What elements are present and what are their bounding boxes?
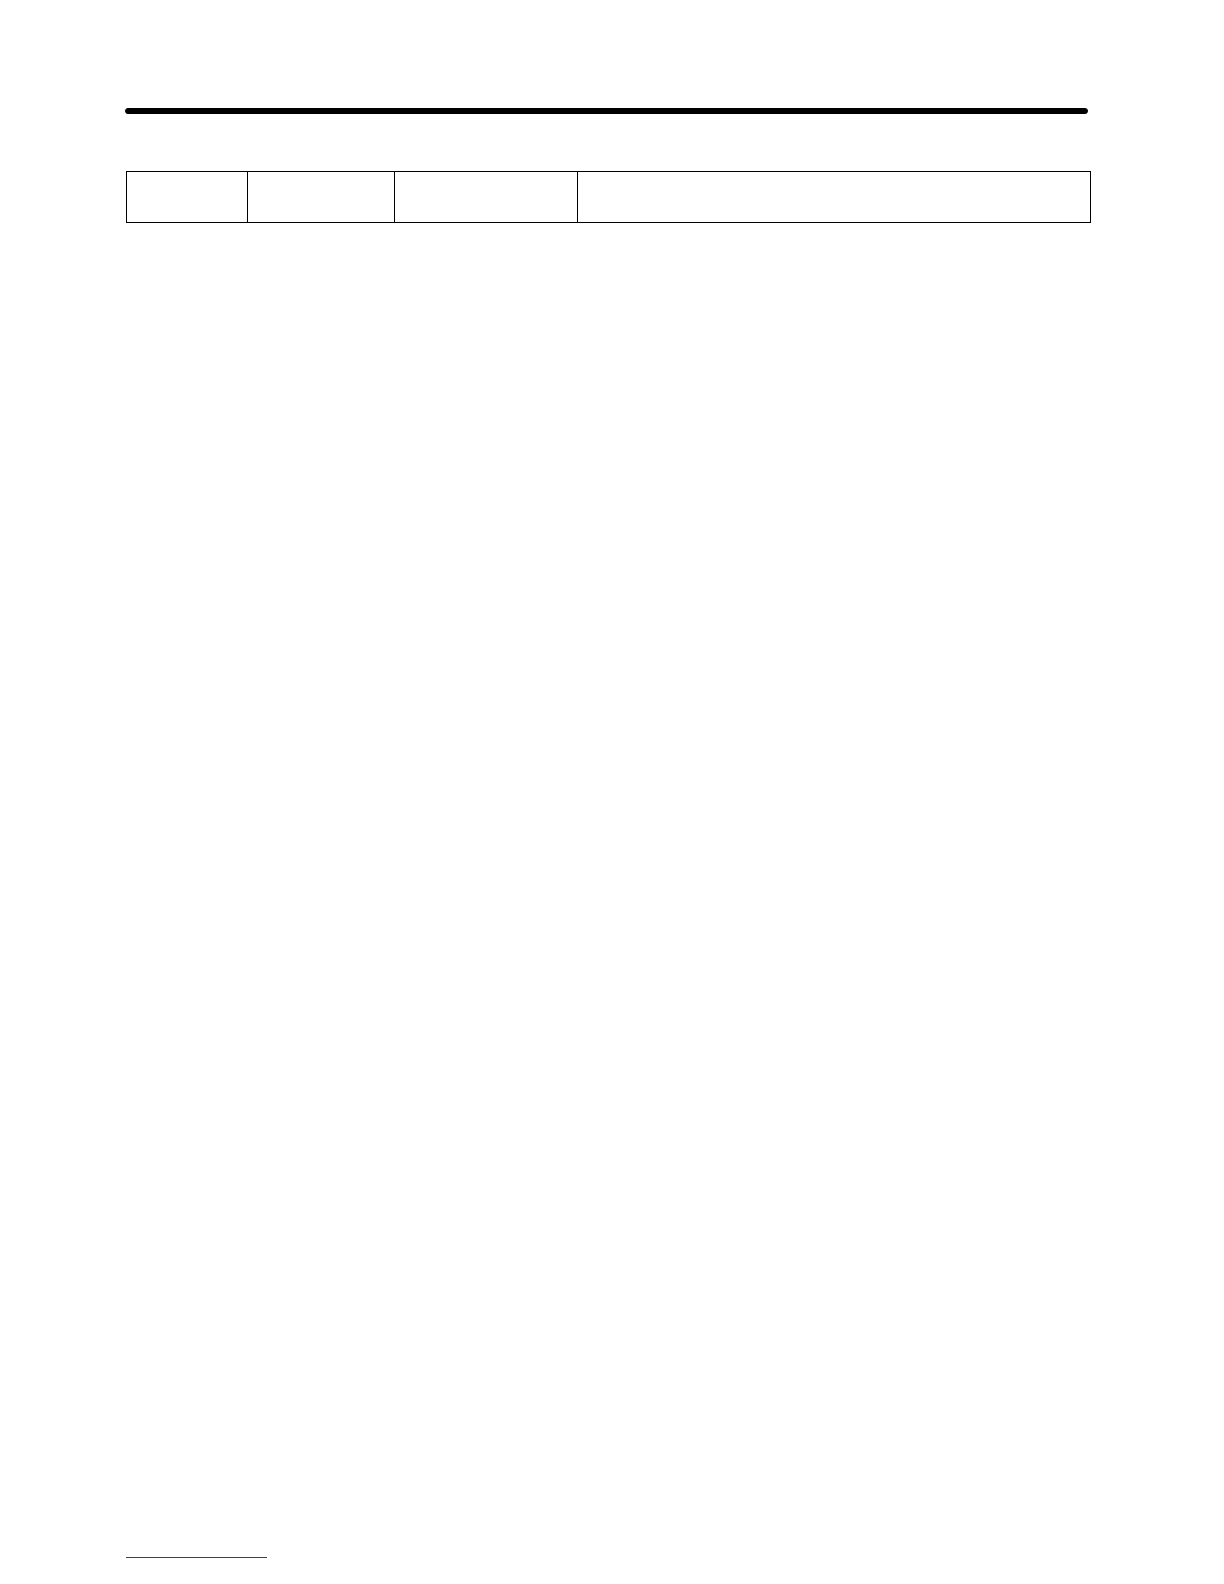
header-cell [578,172,1091,223]
header-cell [248,172,395,223]
header-rule [125,108,1088,114]
operation-table [126,171,1091,223]
footer-rule [126,1557,267,1558]
header-cell [395,172,578,223]
operation-header-row [127,172,1091,223]
header-cell [127,172,248,223]
